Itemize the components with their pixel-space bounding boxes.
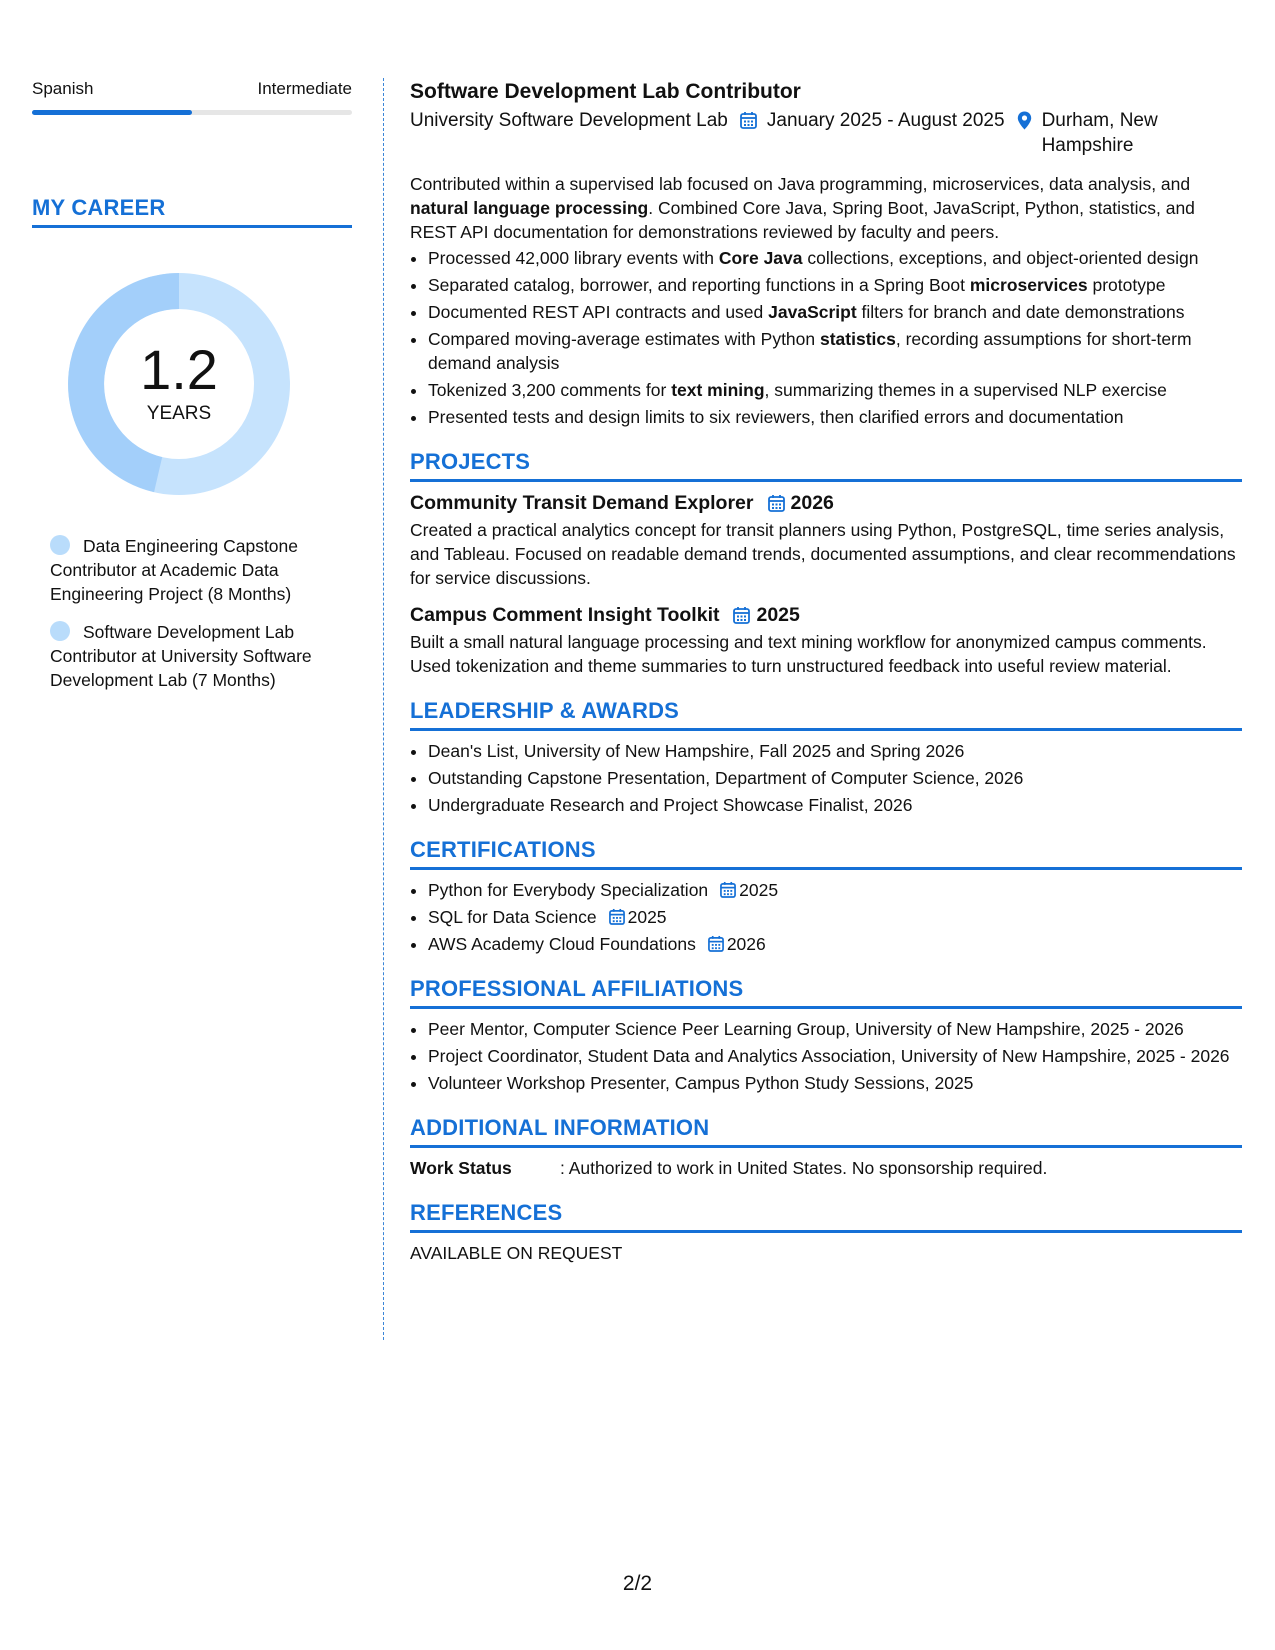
- job-org: University Software Development Lab: [410, 110, 728, 131]
- right-column: [410, 78, 1242, 1265]
- certifications-section-title: CERTIFICATIONS: [410, 837, 1242, 870]
- project-year: 2025: [756, 604, 800, 626]
- job-summary: [410, 172, 1242, 244]
- calendar-icon: [740, 108, 757, 158]
- language-name: Spanish: [32, 79, 94, 98]
- list-item: [428, 905, 1242, 929]
- calendar-icon: [733, 606, 750, 624]
- cert-year: 2026: [726, 934, 766, 954]
- projects-section-title: PROJECTS: [410, 449, 1242, 482]
- list-item: • Peer Mentor, Computer Science Peer Learning Group, University of New Hampshire, 2025 - 2026: [428, 1017, 1242, 1041]
- career-years-donut: [65, 270, 293, 498]
- job-bullets: [410, 246, 1242, 429]
- list-item: • Outstanding Capstone Presentation, Department of Computer Science, 2026: [428, 766, 1242, 790]
- project-title: [410, 490, 1242, 516]
- language-level: Intermediate: [257, 79, 352, 98]
- list-item: [428, 932, 1242, 956]
- cert-name: Python for Everybody Specialization: [428, 880, 709, 900]
- work-status-row: [410, 1156, 1242, 1180]
- project-description: Created a practical analytics concept for transit planners using Python, PostgreSQL, time series analysis, and Tableau. Focused on readable demand trends, documented assumptions, and clear recommendations for service discussions.: [410, 520, 1236, 588]
- project-title: [410, 602, 1242, 628]
- references-text: AVAILABLE ON REQUEST: [410, 1243, 623, 1263]
- affiliations-section-title: PROFESSIONAL AFFILIATIONS: [410, 976, 1242, 1009]
- project-year: 2026: [790, 492, 834, 514]
- job-location: Durham, New Hampshire: [1041, 110, 1158, 156]
- map-pin-icon: [1017, 108, 1032, 158]
- cert-name: AWS Academy Cloud Foundations: [428, 934, 696, 954]
- calendar-icon: [768, 494, 785, 512]
- project-name: Campus Comment Insight Toolkit: [410, 604, 720, 626]
- career-years-value: 1.2: [140, 338, 218, 401]
- career-item-label: Software Development Lab Contributor at University Software Development Lab (7 Months): [50, 622, 312, 690]
- references-section-title: REFERENCES: [410, 1200, 1242, 1233]
- language-proficiency-fill: [32, 110, 192, 115]
- affiliations-list: [410, 1017, 1242, 1095]
- certifications-list: [410, 878, 1242, 956]
- list-item: [428, 878, 1242, 902]
- summary-text: Contributed within a supervised lab focused on Java programming, microservices, data analysis, and: [410, 174, 1191, 194]
- leadership-list: [410, 739, 1242, 817]
- page-number: 2/2: [622, 1572, 653, 1595]
- list-item: • Dean's List, University of New Hampshire, Fall 2025 and Spring 2026: [428, 739, 1242, 763]
- career-list: [50, 534, 320, 692]
- career-section-title: MY CAREER: [32, 195, 352, 228]
- project-description: Built a small natural language processing and text mining workflow for anonymized campus comments. Used tokenization and theme summaries to turn unstructured feedback into useful review material.: [410, 632, 1207, 676]
- career-dot-icon: [50, 621, 70, 641]
- career-item: [50, 620, 320, 692]
- list-item: • Processed 42,000 library events with Core Java collections, exceptions, and object-oriented design: [428, 246, 1242, 270]
- calendar-icon: [708, 935, 724, 952]
- job-title: Software Development Lab Contributor: [410, 80, 801, 103]
- additional-section-title: ADDITIONAL INFORMATION: [410, 1115, 1242, 1148]
- cert-year: 2025: [739, 880, 779, 900]
- column-divider: [383, 78, 384, 1340]
- list-item: • Documented REST API contracts and used JavaScript filters for branch and date demonstrations: [428, 300, 1242, 324]
- work-status-label: Work Status: [410, 1158, 512, 1178]
- list-item: • Separated catalog, borrower, and reporting functions in a Spring Boot microservices prototype: [428, 273, 1242, 297]
- list-item: • Presented tests and design limits to six reviewers, then clarified errors and documentation: [428, 405, 1242, 429]
- list-item: • Tokenized 3,200 comments for text mining, summarizing themes in a supervised NLP exercise: [428, 378, 1242, 402]
- calendar-icon: [609, 908, 625, 925]
- calendar-icon: [720, 881, 736, 898]
- summary-keyword: natural language processing: [410, 198, 649, 218]
- cert-name: SQL for Data Science: [428, 907, 597, 927]
- list-item: • Project Coordinator, Student Data and Analytics Association, University of New Hampshire, 2025 - 2026: [428, 1044, 1242, 1068]
- job-meta: [410, 108, 1242, 158]
- left-column: [32, 78, 352, 706]
- job-dates: January 2025 - August 2025: [766, 110, 1005, 131]
- work-status-value: : Authorized to work in United States. No sponsorship required.: [560, 1158, 1048, 1178]
- list-item: • Compared moving-average estimates with Python statistics, recording assumptions for short-term demand analysis: [428, 327, 1242, 375]
- career-dot-icon: [50, 535, 70, 555]
- list-item: • Undergraduate Research and Project Showcase Finalist, 2026: [428, 793, 1242, 817]
- career-item: [50, 534, 320, 606]
- project-name: Community Transit Demand Explorer: [410, 492, 754, 514]
- leadership-section-title: LEADERSHIP & AWARDS: [410, 698, 1242, 731]
- language-proficiency-bar: [32, 110, 352, 115]
- summary-text: . Combined Core Java, Spring Boot, JavaScript, Python, statistics, and REST API documentation for demonstrations reviewed by faculty and peers.: [410, 198, 1195, 242]
- cert-year: 2025: [627, 907, 667, 927]
- career-item-label: Data Engineering Capstone Contributor at Academic Data Engineering Project (8 Months): [50, 536, 299, 604]
- list-item: • Volunteer Workshop Presenter, Campus Python Study Sessions, 2025: [428, 1071, 1242, 1095]
- career-years-label: YEARS: [146, 403, 212, 424]
- language-row: [32, 78, 352, 100]
